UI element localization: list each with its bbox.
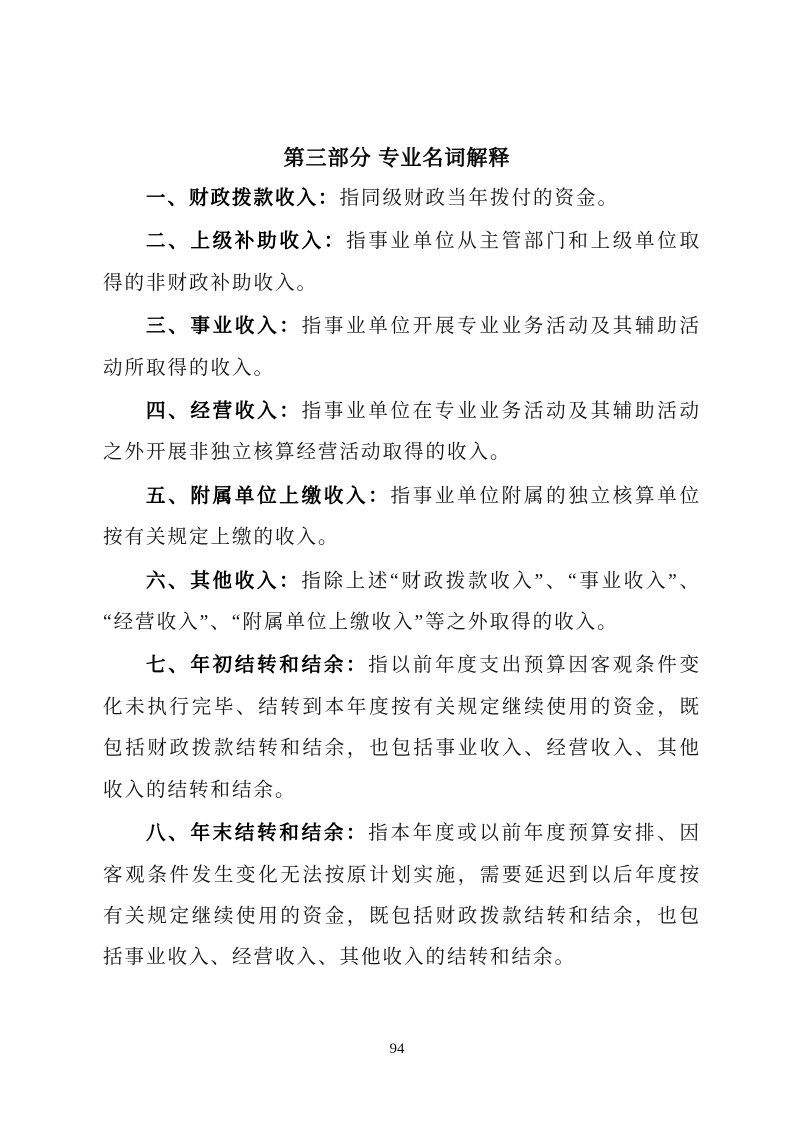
definition-term: 五、附属单位上缴收入： <box>146 485 391 507</box>
page-number: 94 <box>389 1041 405 1057</box>
definition-text: 指事业单位附属的独立核算单位按有关规定上缴的收入。 <box>103 485 701 549</box>
definition-term: 六、其他收入： <box>146 570 302 592</box>
definition-item-2 <box>103 221 701 304</box>
definition-item-8 <box>103 813 701 979</box>
page-title: 第三部分 专业名词解释 <box>283 147 511 170</box>
definition-item-3 <box>103 306 701 389</box>
definition-text: 指事业单位开展专业业务活动及其辅助活动所取得的收入。 <box>103 316 701 379</box>
definition-text: 指事业单位在专业业务活动及其辅助活动之外开展非独立核算经营活动取得的收入。 <box>103 401 701 464</box>
definition-term: 四、经营收入： <box>146 401 302 423</box>
definition-term: 七、年初结转和结余： <box>146 655 369 677</box>
definition-item-7 <box>103 645 701 811</box>
definition-item-4 <box>103 391 701 474</box>
definition-term: 一、财政拨款收入： <box>146 188 340 209</box>
definitions-list <box>103 178 701 981</box>
definition-text: 指以前年度支出预算因客观条件变化未执行完毕、结转到本年度按有关规定继续使用的资金，既包括财政拨款结转和结余，也包括事业收入、经营收入、其他收入的结转和结余。 <box>103 655 701 801</box>
definition-term: 二、上级补助收入： <box>146 231 347 253</box>
definition-text: 指事业单位从主管部门和上级单位取得的非财政补助收入。 <box>103 231 701 294</box>
definition-item-1 <box>103 178 701 219</box>
definition-item-5 <box>103 476 701 559</box>
definition-text: 指同级财政当年拨付的资金。 <box>339 188 620 209</box>
definition-text: 指本年度或以前年度预算安排、因客观条件发生变化无法按原计划实施，需要延迟到以后年度按有关规定继续使用的资金，既包括财政拨款结转和结余，也包括事业收入、经营收入、其他收入的结转和结余。 <box>103 823 701 969</box>
definition-term: 八、年末结转和结余： <box>146 823 369 845</box>
definition-item-6 <box>103 561 701 644</box>
definition-text: 指除上述“财政拨款收入”、“事业收入”、“经营收入”、“附属单位上缴收入”等之外取得的收入。 <box>103 570 701 634</box>
definition-term: 三、事业收入： <box>146 316 302 338</box>
